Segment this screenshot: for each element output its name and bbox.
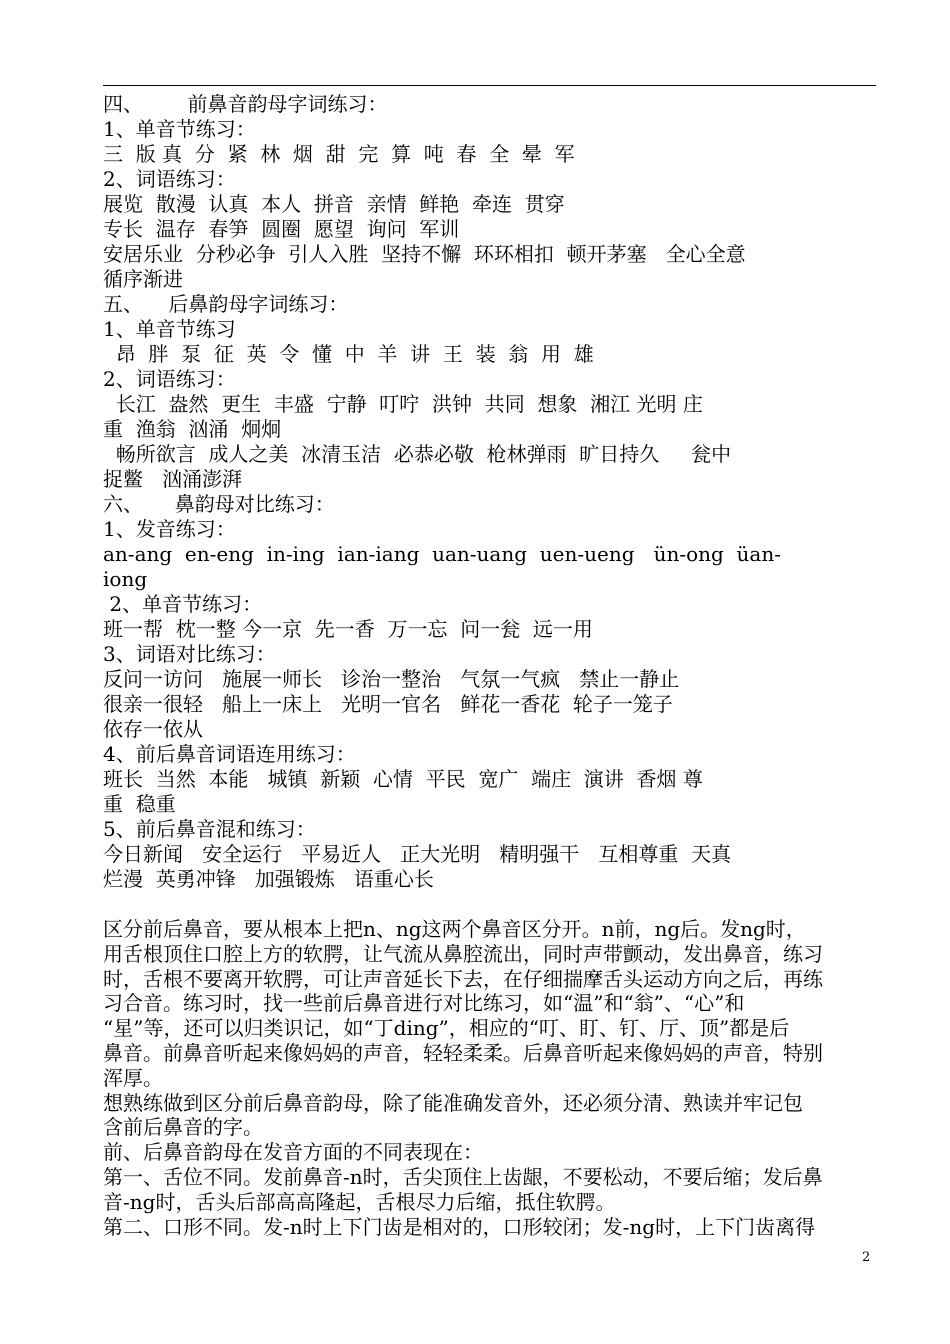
subheading: 1、发音练习： <box>103 517 236 541</box>
pinyin-row: an-ang en-eng in-ing ian-iang uan-uang uen-ueng ün-ong üan- <box>103 542 781 566</box>
subheading: 1、单音节练习： <box>103 117 256 141</box>
idiom-row: 烂漫 英勇冲锋 加强锻炼 语重心长 <box>103 867 434 891</box>
paragraph-line: 用舌根顶住口腔上方的软腭，让气流从鼻腔流出，同时声带颤动，发出鼻音，练习 <box>103 941 823 966</box>
idiom-row: 安居乐业 分秒必争 引人入胜 坚持不懈 环环相扣 顿开茅塞 全心全意 <box>103 242 746 266</box>
word-row: 专长 温存 春笋 圆圈 愿望 询问 军训 <box>103 217 460 241</box>
practice-section <box>103 92 876 892</box>
paragraph-line: 区分前后鼻音，要从根本上把n、ng这两个鼻音区分开。n前，ng后。发ng时， <box>103 917 806 941</box>
paragraph-line: 第一、舌位不同。发前鼻音-n时，舌尖顶住上齿龈，不要松动，不要后缩；发后鼻 <box>103 1164 823 1189</box>
document-body <box>103 92 876 1239</box>
subheading: 2、单音节练习： <box>103 592 263 616</box>
header-rule <box>103 85 876 86</box>
paragraph-line: 时，舌根不要离开软腭，可让声音延长下去，在仔细揣摩舌头运动方向之后，再练 <box>103 966 823 991</box>
idiom-row: 畅所欲言 成人之美 冰清玉洁 必恭必敬 枪林弹雨 旷日持久 瓮中 <box>103 442 732 466</box>
section-heading-5: 五、 后鼻韵母字词练习： <box>103 292 349 316</box>
paragraph-line: 习合音。练习时，找一些前后鼻音进行对比练习，如“温”和“翁”、“心”和 <box>103 991 745 1016</box>
idiom-row: 循序渐进 <box>103 267 183 291</box>
word-row: 长江 盎然 更生 丰盛 宁静 叮咛 洪钟 共同 想象 湘江 光明 庄 <box>103 392 703 416</box>
section-heading-4: 四、 前鼻音韵母字词练习： <box>103 92 388 116</box>
subheading: 5、前后鼻音混和练习： <box>103 817 316 841</box>
char-row: 三 版 真 分 紧 林 烟 甜 完 算 吨 春 全 晕 军 <box>103 142 575 166</box>
char-row: 昂 胖 泵 征 英 令 懂 中 羊 讲 王 装 翁 用 雄 <box>103 342 594 366</box>
word-row: 重 渔翁 汹涌 炯炯 <box>103 417 282 441</box>
pair-row: 很亲一很轻 船上一床上 光明一官名 鲜花一香花 轮子一笼子 <box>103 692 673 716</box>
paragraph-line: 浑厚。 <box>103 1065 163 1090</box>
pinyin-row: iong <box>103 567 148 591</box>
subheading: 3、词语对比练习： <box>103 642 276 666</box>
paragraph-line: 第二、口形不同。发-n时上下门齿是相对的，口形较闭；发-ng时，上下门齿离得 <box>103 1214 816 1239</box>
page-number: 2 <box>862 1250 871 1265</box>
idiom-row: 今日新闻 安全运行 平易近人 正大光明 精明强干 互相尊重 天真 <box>103 842 732 866</box>
word-row: 展览 散漫 认真 本人 拼音 亲情 鲜艳 牵连 贯穿 <box>103 192 565 216</box>
subheading: 4、前后鼻音词语连用练习： <box>103 742 356 766</box>
idiom-row: 捉鳖 汹涌澎湃 <box>103 467 243 491</box>
word-row: 重 稳重 <box>103 792 176 816</box>
paragraph-line: 音-ng时，舌头后部高高隆起，舌根尽力后缩，抵住软腭。 <box>103 1189 616 1214</box>
explanation-section <box>103 917 876 1239</box>
section-heading-6: 六、 鼻韵母对比练习： <box>103 492 335 516</box>
pair-row: 班一帮 枕一整 今一京 先一香 万一忘 问一瓮 远一用 <box>103 617 593 641</box>
subheading: 2、词语练习： <box>103 367 236 391</box>
pair-row: 反问一访问 施展一师长 诊治一整治 气氛一气疯 禁止一静止 <box>103 667 680 691</box>
subheading: 1、单音节练习 <box>103 317 236 341</box>
word-row: 班长 当然 本能 城镇 新颖 心情 平民 宽广 端庄 演讲 香烟 尊 <box>103 767 703 791</box>
blank-line <box>103 892 876 917</box>
pair-row: 依存一依从 <box>103 717 203 741</box>
paragraph-line: 含前后鼻音的字。 <box>103 1115 263 1140</box>
paragraph-line: 鼻音。前鼻音听起来像妈妈的声音，轻轻柔柔。后鼻音听起来像妈妈的声音，特别 <box>103 1040 823 1065</box>
subheading: 2、词语练习： <box>103 167 236 191</box>
paragraph-line: “星”等，还可以归类识记，如“丁ding”，相应的“叮、盯、钉、厅、顶”都是后 <box>103 1016 790 1041</box>
paragraph-line: 前、后鼻音韵母在发音方面的不同表现在： <box>103 1140 483 1165</box>
paragraph-line: 想熟练做到区分前后鼻音韵母，除了能准确发音外，还必须分清、熟读并牢记包 <box>103 1090 803 1115</box>
